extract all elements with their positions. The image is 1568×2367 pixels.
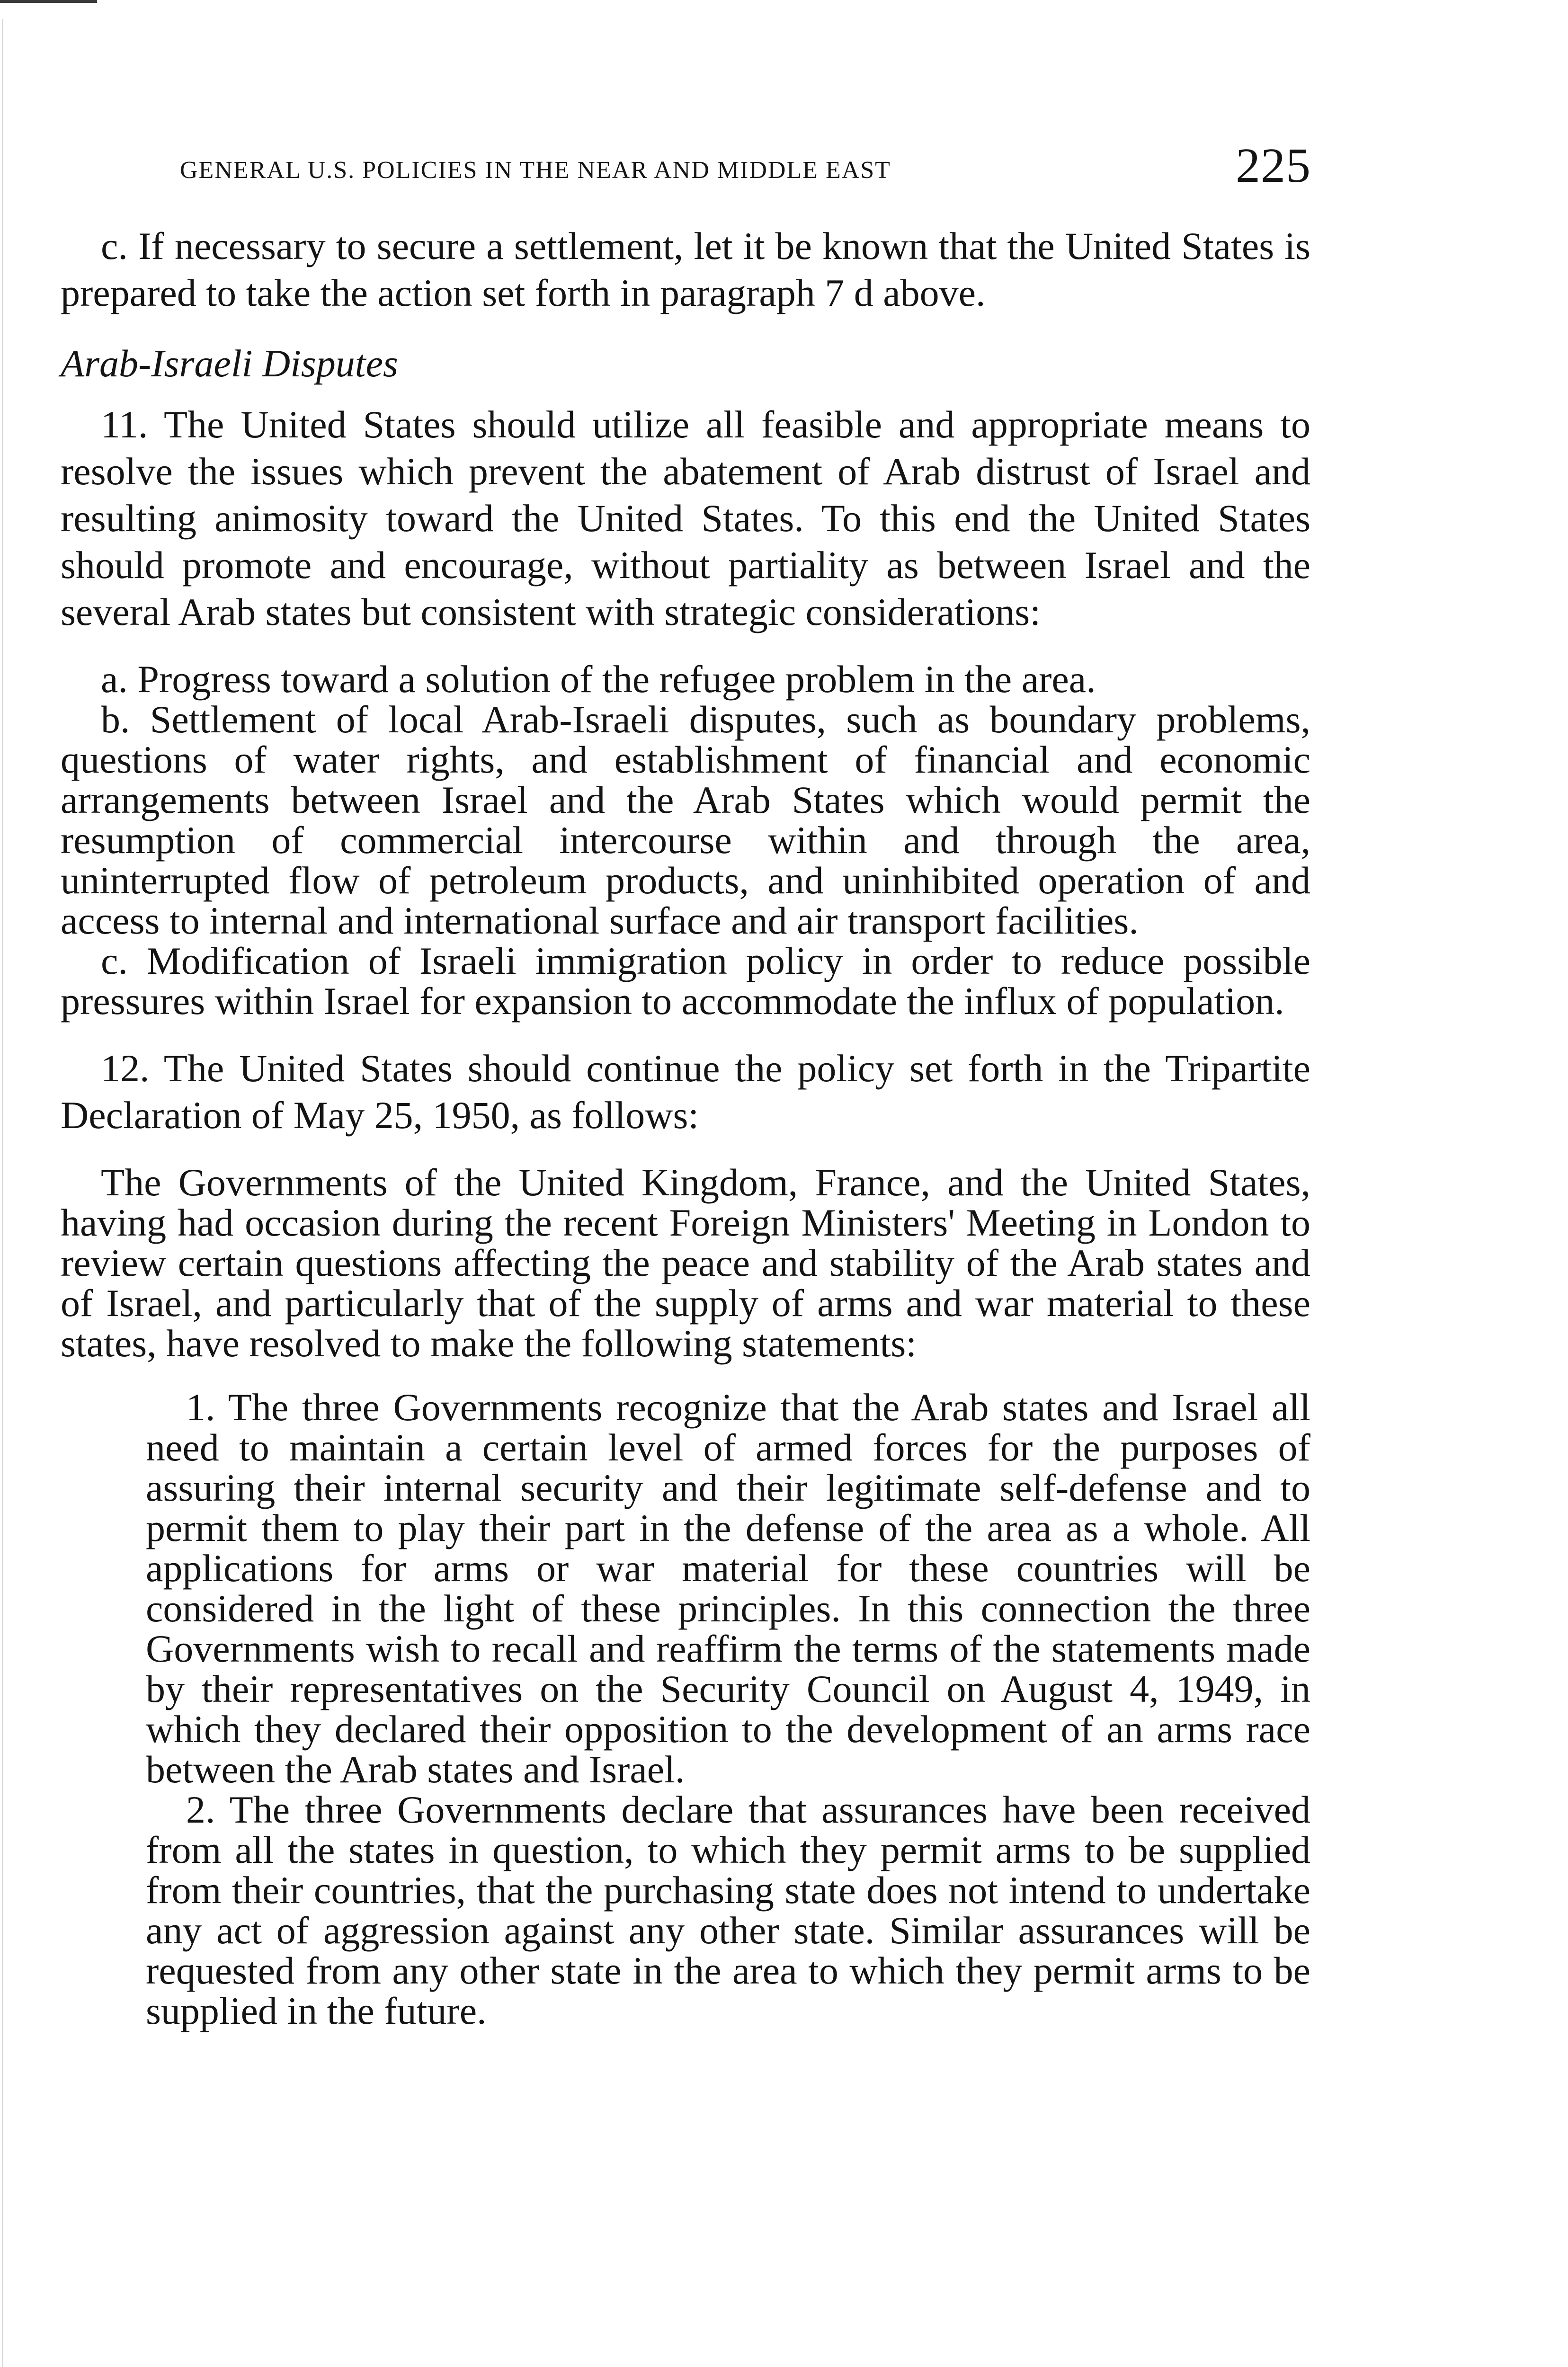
list-item-b: b. Settlement of local Arab-Israeli disputes, such as boundary problems, questions of water rights, and establishment of financial and economic arrangements between Israel and the Arab States which would permit the resumption of commercial intercourse within and through the area, uninterrupted flow of petroleum products, and uninhibited operation of and access to internal and international surface and air transport facilities. [61, 698, 1310, 942]
declaration-item-2-text: 2. The three Governments declare that assurances have been received from all the states in question, to which they permit arms to be supplied from their countries, that the purchasing state does not intend to undertake any act of aggression against any other state. Similar assurances will be requested from any other state in the area to which they permit arms to be supplied in the future. [146, 1788, 1310, 2032]
body-text [61, 222, 1310, 2031]
declaration-item-1 [61, 1387, 1310, 1789]
section-heading: Arab-Israeli Disputes [61, 342, 398, 385]
declaration-intro: The Governments of the United Kingdom, France, and the United States, having had occasion during the recent Foreign Ministers' Meeting in London to review certain questions affecting the peace and stability of the Arab states and of Israel, and particularly that of the supply of arms and war material to these states, have resolved to make the following statements: [61, 1161, 1310, 1365]
list-item-c: c. Modification of Israeli immigration policy in order to reduce possible pressures within Israel for expansion to accommodate the influx of population. [61, 939, 1310, 1023]
paragraph-c: c. If necessary to secure a settlement, let it be known that the United States is prepared to take the action set forth in paragraph 7 d above. [61, 224, 1310, 314]
running-head: GENERAL U.S. POLICIES IN THE NEAR AND MIDDLE EAST [180, 157, 891, 184]
top-rule [0, 0, 97, 3]
list-item-a: a. Progress toward a solution of the refugee problem in the area. [101, 658, 1096, 701]
page-number: 225 [1236, 138, 1311, 193]
declaration-item-2 [61, 1789, 1310, 2031]
page-edge [2, 19, 3, 2367]
declaration-item-1-text: 1. The three Governments recognize that the Arab states and Israel all need to maintain a certain level of armed forces for the purposes of assuring their internal security and their legitimate self-defense and to permit them to play their part in the defense of the area as a whole. All applications for arms or war material for these countries will be considered in the light of these principles. In this connection the three Governments wish to recall and reaffirm the terms of the statements made by their representatives on the Security Council on August 4, 1949, in which they declared their opposition to the development of an arms race between the Arab states and Israel. [146, 1386, 1310, 1791]
paragraph-11: 11. The United States should utilize all feasible and appropriate means to resolve the issues which prevent the abatement of Arab distrust of Israel and resulting animosity toward the United States. To this end the United States should promote and encourage, without partiality as between Israel and the several Arab states but consistent with strategic considerations: [61, 403, 1310, 633]
paragraph-12: 12. The United States should continue the policy set forth in the Tripartite Declaration of May 25, 1950, as follows: [61, 1047, 1310, 1137]
